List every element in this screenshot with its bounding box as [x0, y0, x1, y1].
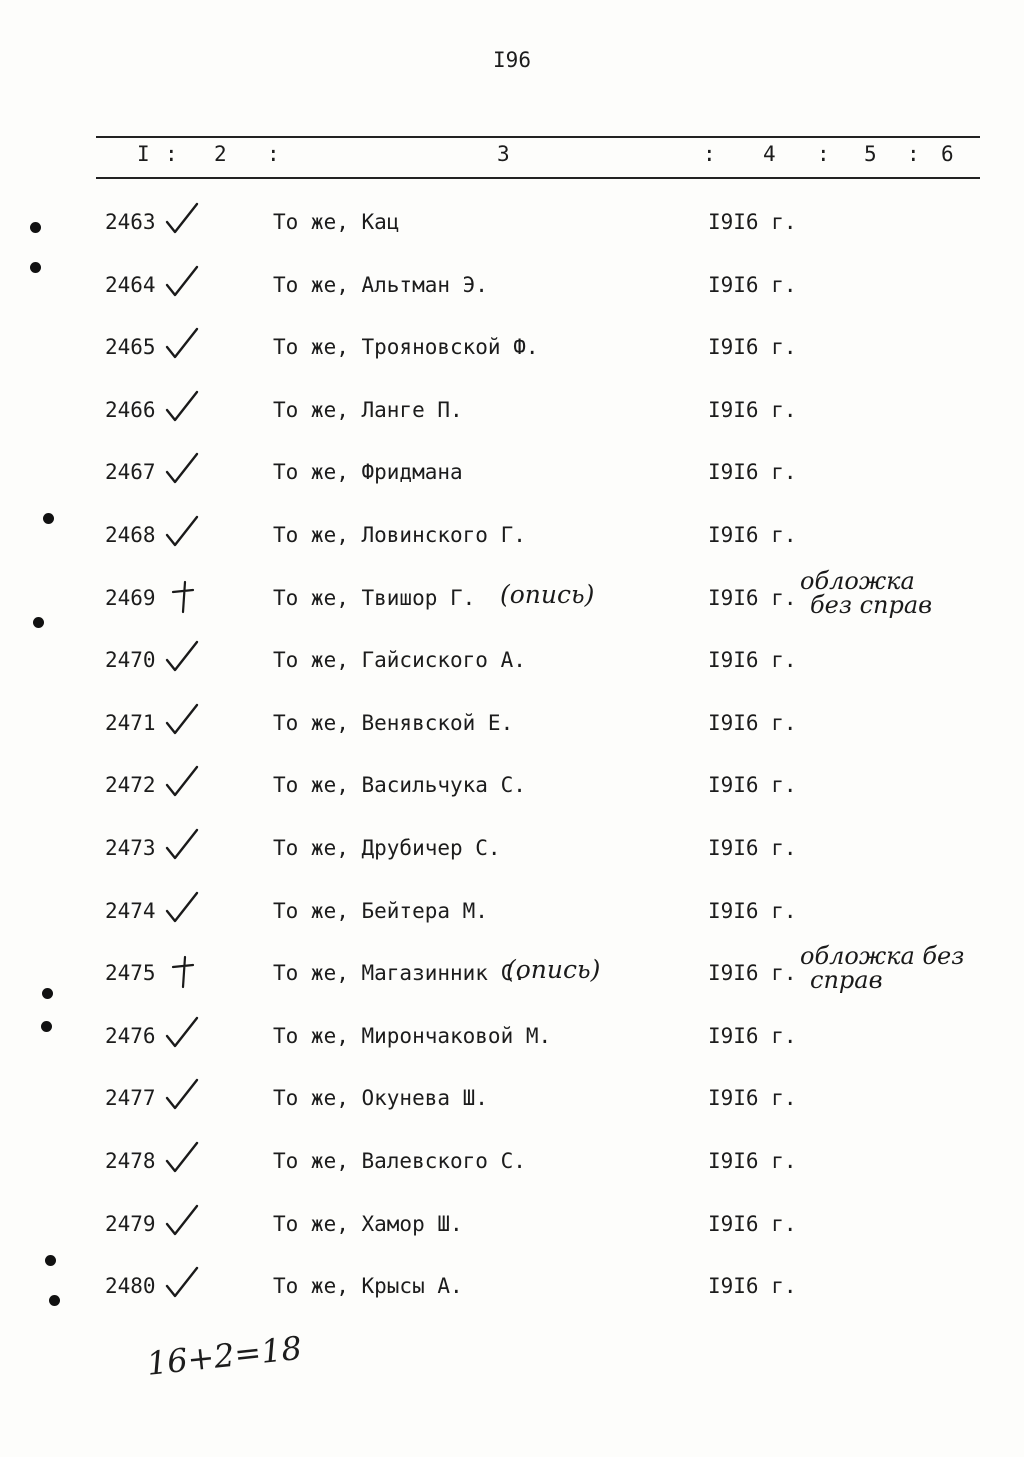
row-number: 2474 — [105, 899, 156, 923]
row-year: I9I6 г. — [708, 273, 797, 297]
column-sep: : — [817, 142, 830, 166]
handwritten-total: 16+2=18 — [145, 1328, 304, 1383]
row-year: I9I6 г. — [708, 1024, 797, 1048]
checkmark-icon — [163, 826, 203, 866]
row-year: I9I6 г. — [708, 899, 797, 923]
checkmark-icon — [163, 1139, 203, 1179]
checkmark-icon — [163, 450, 203, 490]
row-description: То же, Крысы А. — [273, 1274, 463, 1298]
row-year: I9I6 г. — [708, 1212, 797, 1236]
row-description: То же, Венявской Е. — [273, 711, 514, 735]
checkmark-icon — [163, 325, 203, 365]
row-year: I9I6 г. — [708, 1149, 797, 1173]
row-number: 2469 — [105, 586, 156, 610]
row-year: I9I6 г. — [708, 523, 797, 547]
row-number: 2466 — [105, 398, 156, 422]
checkmark-icon — [163, 1264, 203, 1304]
row-number: 2477 — [105, 1086, 156, 1110]
checkmark-icon — [163, 1076, 203, 1116]
column-sep: : — [267, 142, 280, 166]
handwritten-margin-note: без справ — [810, 591, 933, 619]
checkmark-icon — [163, 889, 203, 929]
binder-hole — [45, 1255, 56, 1266]
column-sep: : — [907, 142, 920, 166]
row-description: То же, Ланге П. — [273, 398, 463, 422]
row-description: То же, Фридмана — [273, 460, 463, 484]
row-number: 2467 — [105, 460, 156, 484]
column-head-4: 4 — [763, 142, 776, 166]
row-number: 2475 — [105, 961, 156, 985]
binder-hole — [43, 513, 54, 524]
row-description: То же, Друбичер С. — [273, 836, 501, 860]
row-year: I9I6 г. — [708, 398, 797, 422]
column-head-5: 5 — [864, 142, 877, 166]
row-description: То же, Альтман Э. — [273, 273, 488, 297]
cross-mark-icon — [163, 576, 203, 616]
binder-hole — [42, 988, 53, 999]
cross-mark-icon — [163, 951, 203, 991]
header-rule-bottom — [96, 177, 980, 179]
row-description: То же, Мирончаковой М. — [273, 1024, 552, 1048]
row-year: I9I6 г. — [708, 836, 797, 860]
handwritten-margin-note: обложка — [800, 567, 915, 595]
header-rule-top — [96, 136, 980, 138]
binder-hole — [41, 1021, 52, 1032]
checkmark-icon — [163, 1014, 203, 1054]
row-number: 2468 — [105, 523, 156, 547]
row-description: То же, Окунева Ш. — [273, 1086, 488, 1110]
row-year: I9I6 г. — [708, 1086, 797, 1110]
handwritten-margin-note: обложка без — [800, 942, 965, 970]
binder-hole — [30, 222, 41, 233]
row-year: I9I6 г. — [708, 586, 797, 610]
handwritten-margin-note: справ — [810, 966, 883, 994]
row-number: 2471 — [105, 711, 156, 735]
binder-hole — [33, 617, 44, 628]
row-description: То же, Магазинник С. — [273, 961, 526, 985]
checkmark-icon — [163, 638, 203, 678]
row-year: I9I6 г. — [708, 335, 797, 359]
row-description: То же, Хамор Ш. — [273, 1212, 463, 1236]
checkmark-icon — [163, 513, 203, 553]
row-number: 2480 — [105, 1274, 156, 1298]
row-description: То же, Васильчука С. — [273, 773, 526, 797]
checkmark-icon — [163, 200, 203, 240]
row-number: 2479 — [105, 1212, 156, 1236]
checkmark-icon — [163, 1202, 203, 1242]
binder-hole — [30, 262, 41, 273]
handwritten-inventory-note: (опись) — [506, 955, 601, 984]
row-number: 2470 — [105, 648, 156, 672]
checkmark-icon — [163, 388, 203, 428]
row-year: I9I6 г. — [708, 711, 797, 735]
column-head-1: I — [137, 142, 150, 166]
row-year: I9I6 г. — [708, 1274, 797, 1298]
row-number: 2472 — [105, 773, 156, 797]
row-number: 2478 — [105, 1149, 156, 1173]
row-year: I9I6 г. — [708, 210, 797, 234]
row-description: То же, Бейтера М. — [273, 899, 488, 923]
column-head-6: 6 — [941, 142, 954, 166]
handwritten-inventory-note: (опись) — [500, 580, 595, 609]
row-number: 2476 — [105, 1024, 156, 1048]
row-description: То же, Ловинского Г. — [273, 523, 526, 547]
column-head-2: 2 — [214, 142, 227, 166]
row-year: I9I6 г. — [708, 773, 797, 797]
row-number: 2473 — [105, 836, 156, 860]
row-description: То же, Валевского С. — [273, 1149, 526, 1173]
page-number: I96 — [493, 48, 531, 72]
checkmark-icon — [163, 263, 203, 303]
row-description: То же, Кац — [273, 210, 400, 234]
checkmark-icon — [163, 701, 203, 741]
column-sep: : — [703, 142, 716, 166]
row-number: 2463 — [105, 210, 156, 234]
checkmark-icon — [163, 763, 203, 803]
row-number: 2464 — [105, 273, 156, 297]
row-year: I9I6 г. — [708, 460, 797, 484]
column-head-3: 3 — [497, 142, 510, 166]
row-year: I9I6 г. — [708, 648, 797, 672]
binder-hole — [49, 1295, 60, 1306]
row-description: То же, Твишор Г. — [273, 586, 476, 610]
row-description: То же, Трояновской Ф. — [273, 335, 539, 359]
row-number: 2465 — [105, 335, 156, 359]
column-sep: : — [165, 142, 178, 166]
row-description: То же, Гайсиского А. — [273, 648, 526, 672]
row-year: I9I6 г. — [708, 961, 797, 985]
